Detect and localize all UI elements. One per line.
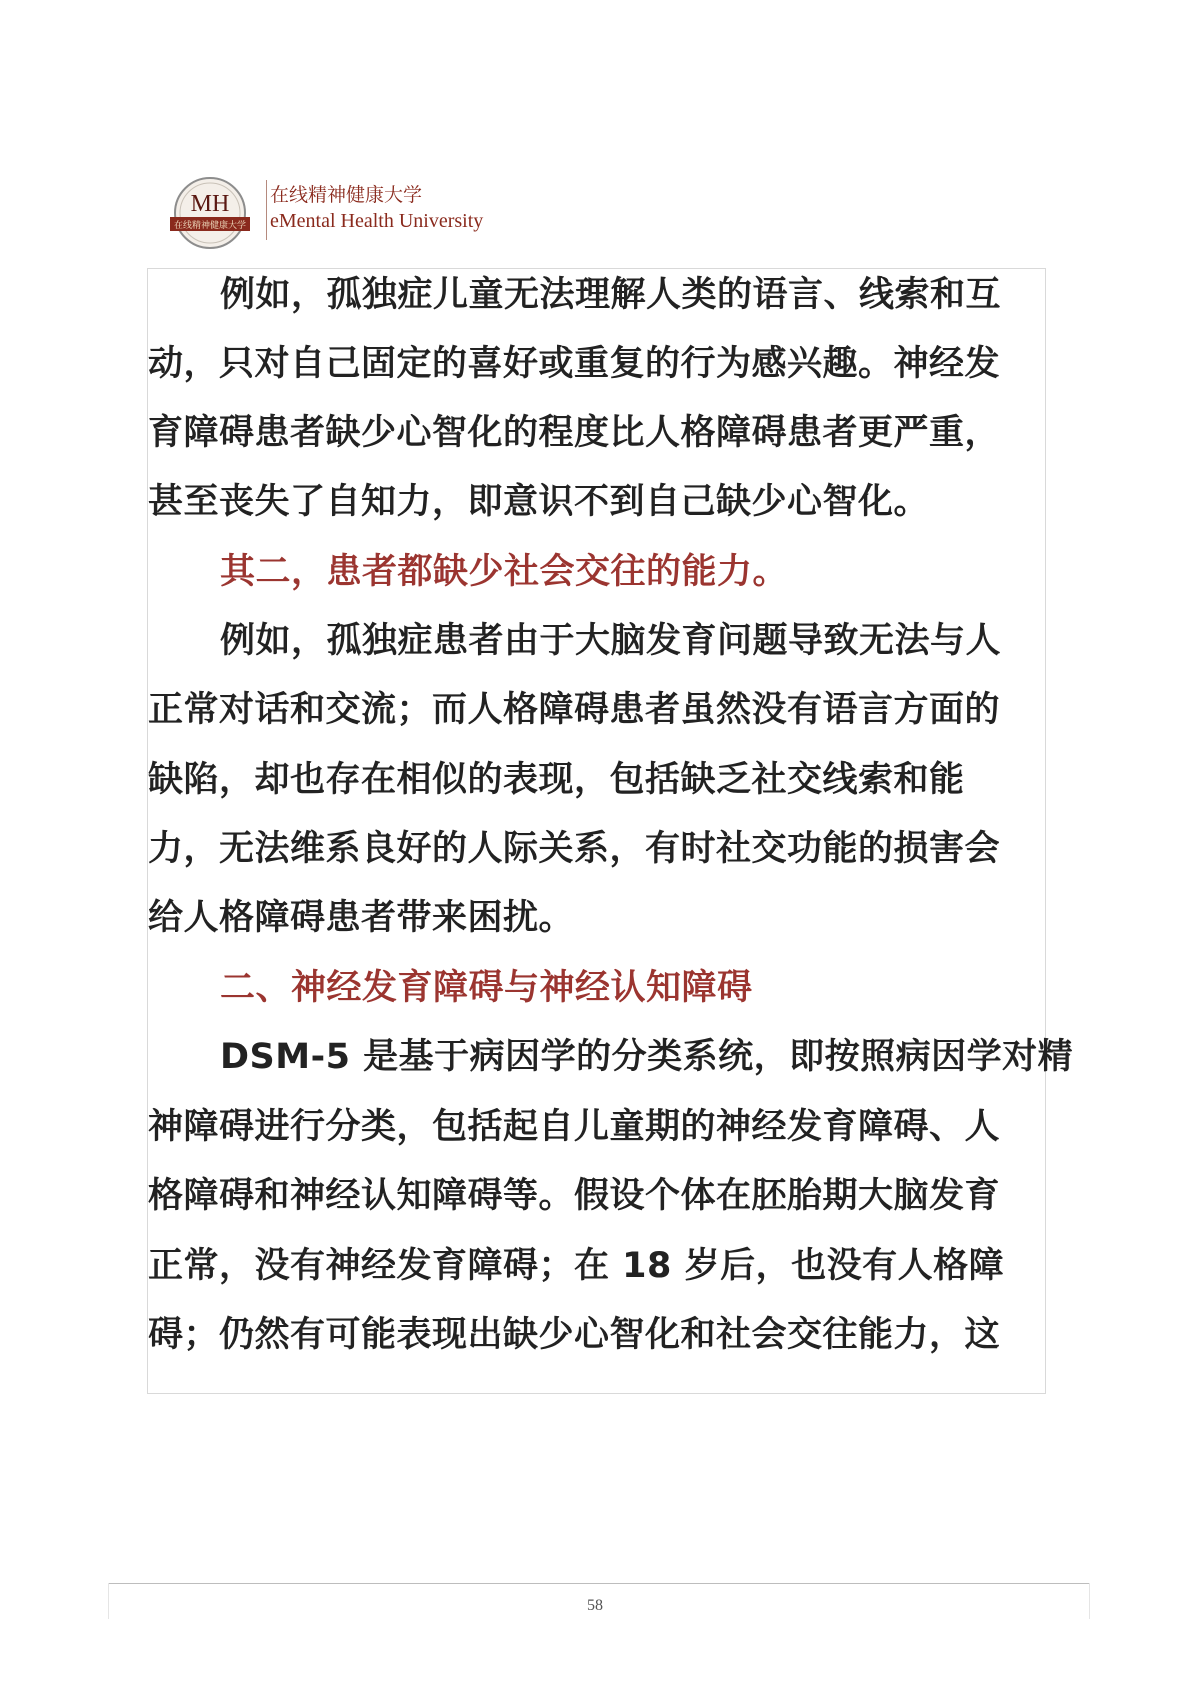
paragraph-line: 缺陷，却也存在相似的表现，包括缺乏社交线索和能	[148, 760, 965, 800]
page-number: 58	[587, 1597, 603, 1614]
logo-monogram: MH	[190, 191, 230, 217]
paragraph-line: 力，无法维系良好的人际关系，有时社交功能的损害会	[148, 829, 1001, 869]
footer-left-edge	[108, 1583, 109, 1619]
footer-divider	[108, 1583, 1090, 1584]
logo-banner-text: 在线精神健康大学	[173, 221, 247, 231]
university-logo	[170, 175, 250, 251]
paragraph-line: 育障碍患者缺少心智化的程度比人格障碍患者更严重，	[148, 413, 1001, 453]
footer-right-edge	[1089, 1583, 1090, 1619]
section-subheading: 其二，患者都缺少社会交往的能力。	[220, 552, 789, 592]
paragraph-line: 动，只对自己固定的喜好或重复的行为感兴趣。神经发	[148, 344, 1001, 384]
section-heading: 二、神经发育障碍与神经认知障碍	[220, 968, 753, 1008]
paragraph-line: 神障碍进行分类，包括起自儿童期的神经发育障碍、人	[148, 1107, 1001, 1147]
header-title-cn: 在线精神健康大学	[270, 184, 423, 206]
paragraph-line: 正常，没有神经发育障碍；在 18 岁后，也没有人格障	[148, 1246, 1005, 1286]
paragraph-line: 格障碍和神经认知障碍等。假设个体在胚胎期大脑发育	[148, 1176, 1001, 1216]
paragraph-line: 正常对话和交流；而人格障碍患者虽然没有语言方面的	[148, 690, 1001, 730]
paragraph-line: 碍；仍然有可能表现出缺少心智化和社会交往能力，这	[148, 1315, 1001, 1355]
paragraph-line: 给人格障碍患者带来困扰。	[148, 898, 575, 938]
paragraph-line: 甚至丧失了自知力，即意识不到自己缺少心智化。	[148, 482, 930, 522]
header-title-en: eMental Health University	[270, 210, 484, 232]
paragraph-line: 例如，孤独症患者由于大脑发育问题导致无法与人	[220, 621, 1002, 661]
logo-divider	[266, 180, 267, 240]
page-header	[170, 175, 510, 251]
paragraph-line: 例如，孤独症儿童无法理解人类的语言、线索和互	[220, 275, 1002, 315]
paragraph-line: DSM-5 是基于病因学的分类系统，即按照病因学对精	[220, 1037, 1074, 1077]
